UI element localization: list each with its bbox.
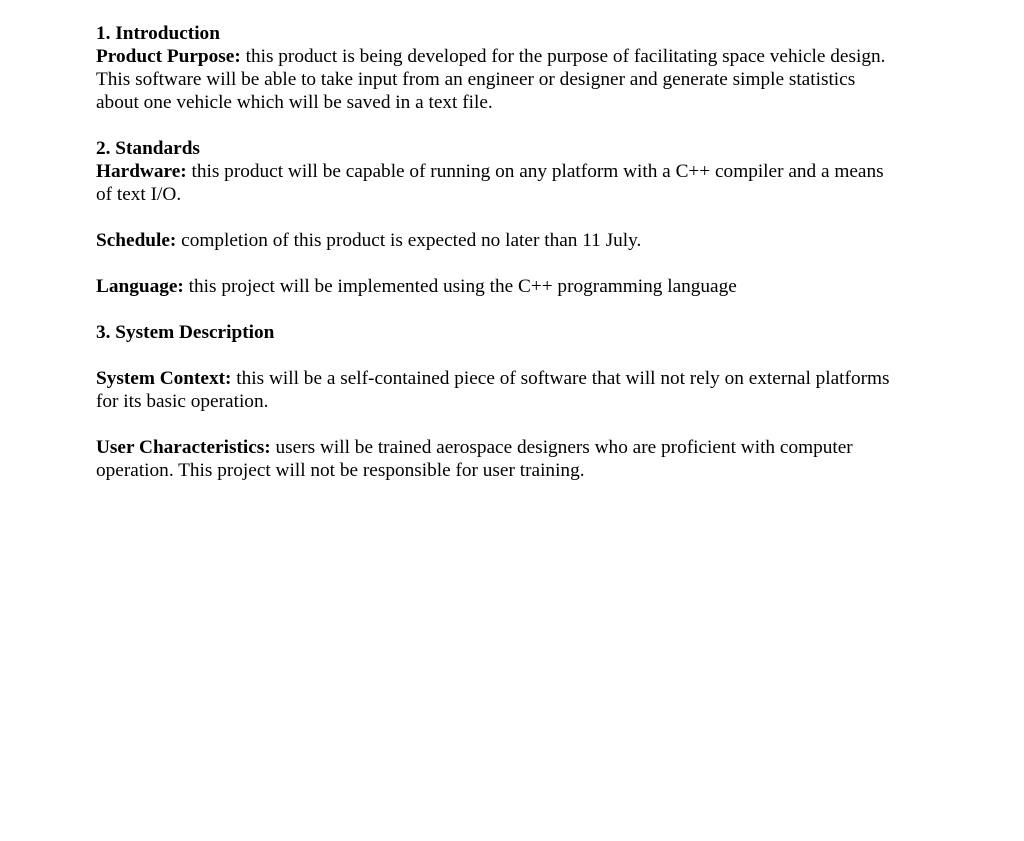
text-line: of text I/O. — [96, 184, 182, 205]
paragraph-spacer — [96, 298, 936, 321]
text-line: This software will be able to take input from an engineer or designer and generate simple statistics — [96, 69, 856, 90]
section-heading-introduction: 1. Introduction — [96, 23, 220, 44]
term-product-purpose: Product Purpose: — [96, 46, 241, 67]
paragraph-spacer — [96, 344, 936, 367]
text-line: this project will be implemented using the C++ programming language — [183, 276, 737, 297]
paragraph-system-context — [96, 367, 936, 390]
term-schedule: Schedule: — [96, 230, 177, 251]
term-user-characteristics: User Characteristics: — [96, 437, 271, 458]
section-heading-system-description: 3. System Description — [96, 322, 275, 343]
document-page — [96, 22, 936, 482]
term-language: Language: — [96, 276, 184, 297]
paragraph-schedule — [96, 229, 936, 252]
term-system-context: System Context: — [96, 368, 232, 389]
text-line: operation. This project will not be responsible for user training. — [96, 460, 585, 481]
paragraph-product-purpose — [96, 45, 936, 68]
paragraph-spacer — [96, 206, 936, 229]
text-line: for its basic operation. — [96, 391, 269, 412]
text-line: this will be a self-contained piece of software that will not rely on external platforms — [231, 368, 890, 389]
paragraph-hardware — [96, 160, 936, 183]
text-line: this product is being developed for the purpose of facilitating space vehicle design. — [240, 46, 886, 67]
paragraph-spacer — [96, 413, 936, 436]
text-line: completion of this product is expected no later than 11 July. — [176, 230, 642, 251]
text-line: users will be trained aerospace designers who are proficient with computer — [270, 437, 853, 458]
paragraph-spacer — [96, 114, 936, 137]
paragraph-user-characteristics — [96, 436, 936, 459]
paragraph-spacer — [96, 252, 936, 275]
section-heading-standards: 2. Standards — [96, 138, 200, 159]
paragraph-language — [96, 275, 936, 298]
term-hardware: Hardware: — [96, 161, 187, 182]
text-line: this product will be capable of running on any platform with a C++ compiler and a means — [186, 161, 884, 182]
text-line: about one vehicle which will be saved in a text file. — [96, 92, 493, 113]
